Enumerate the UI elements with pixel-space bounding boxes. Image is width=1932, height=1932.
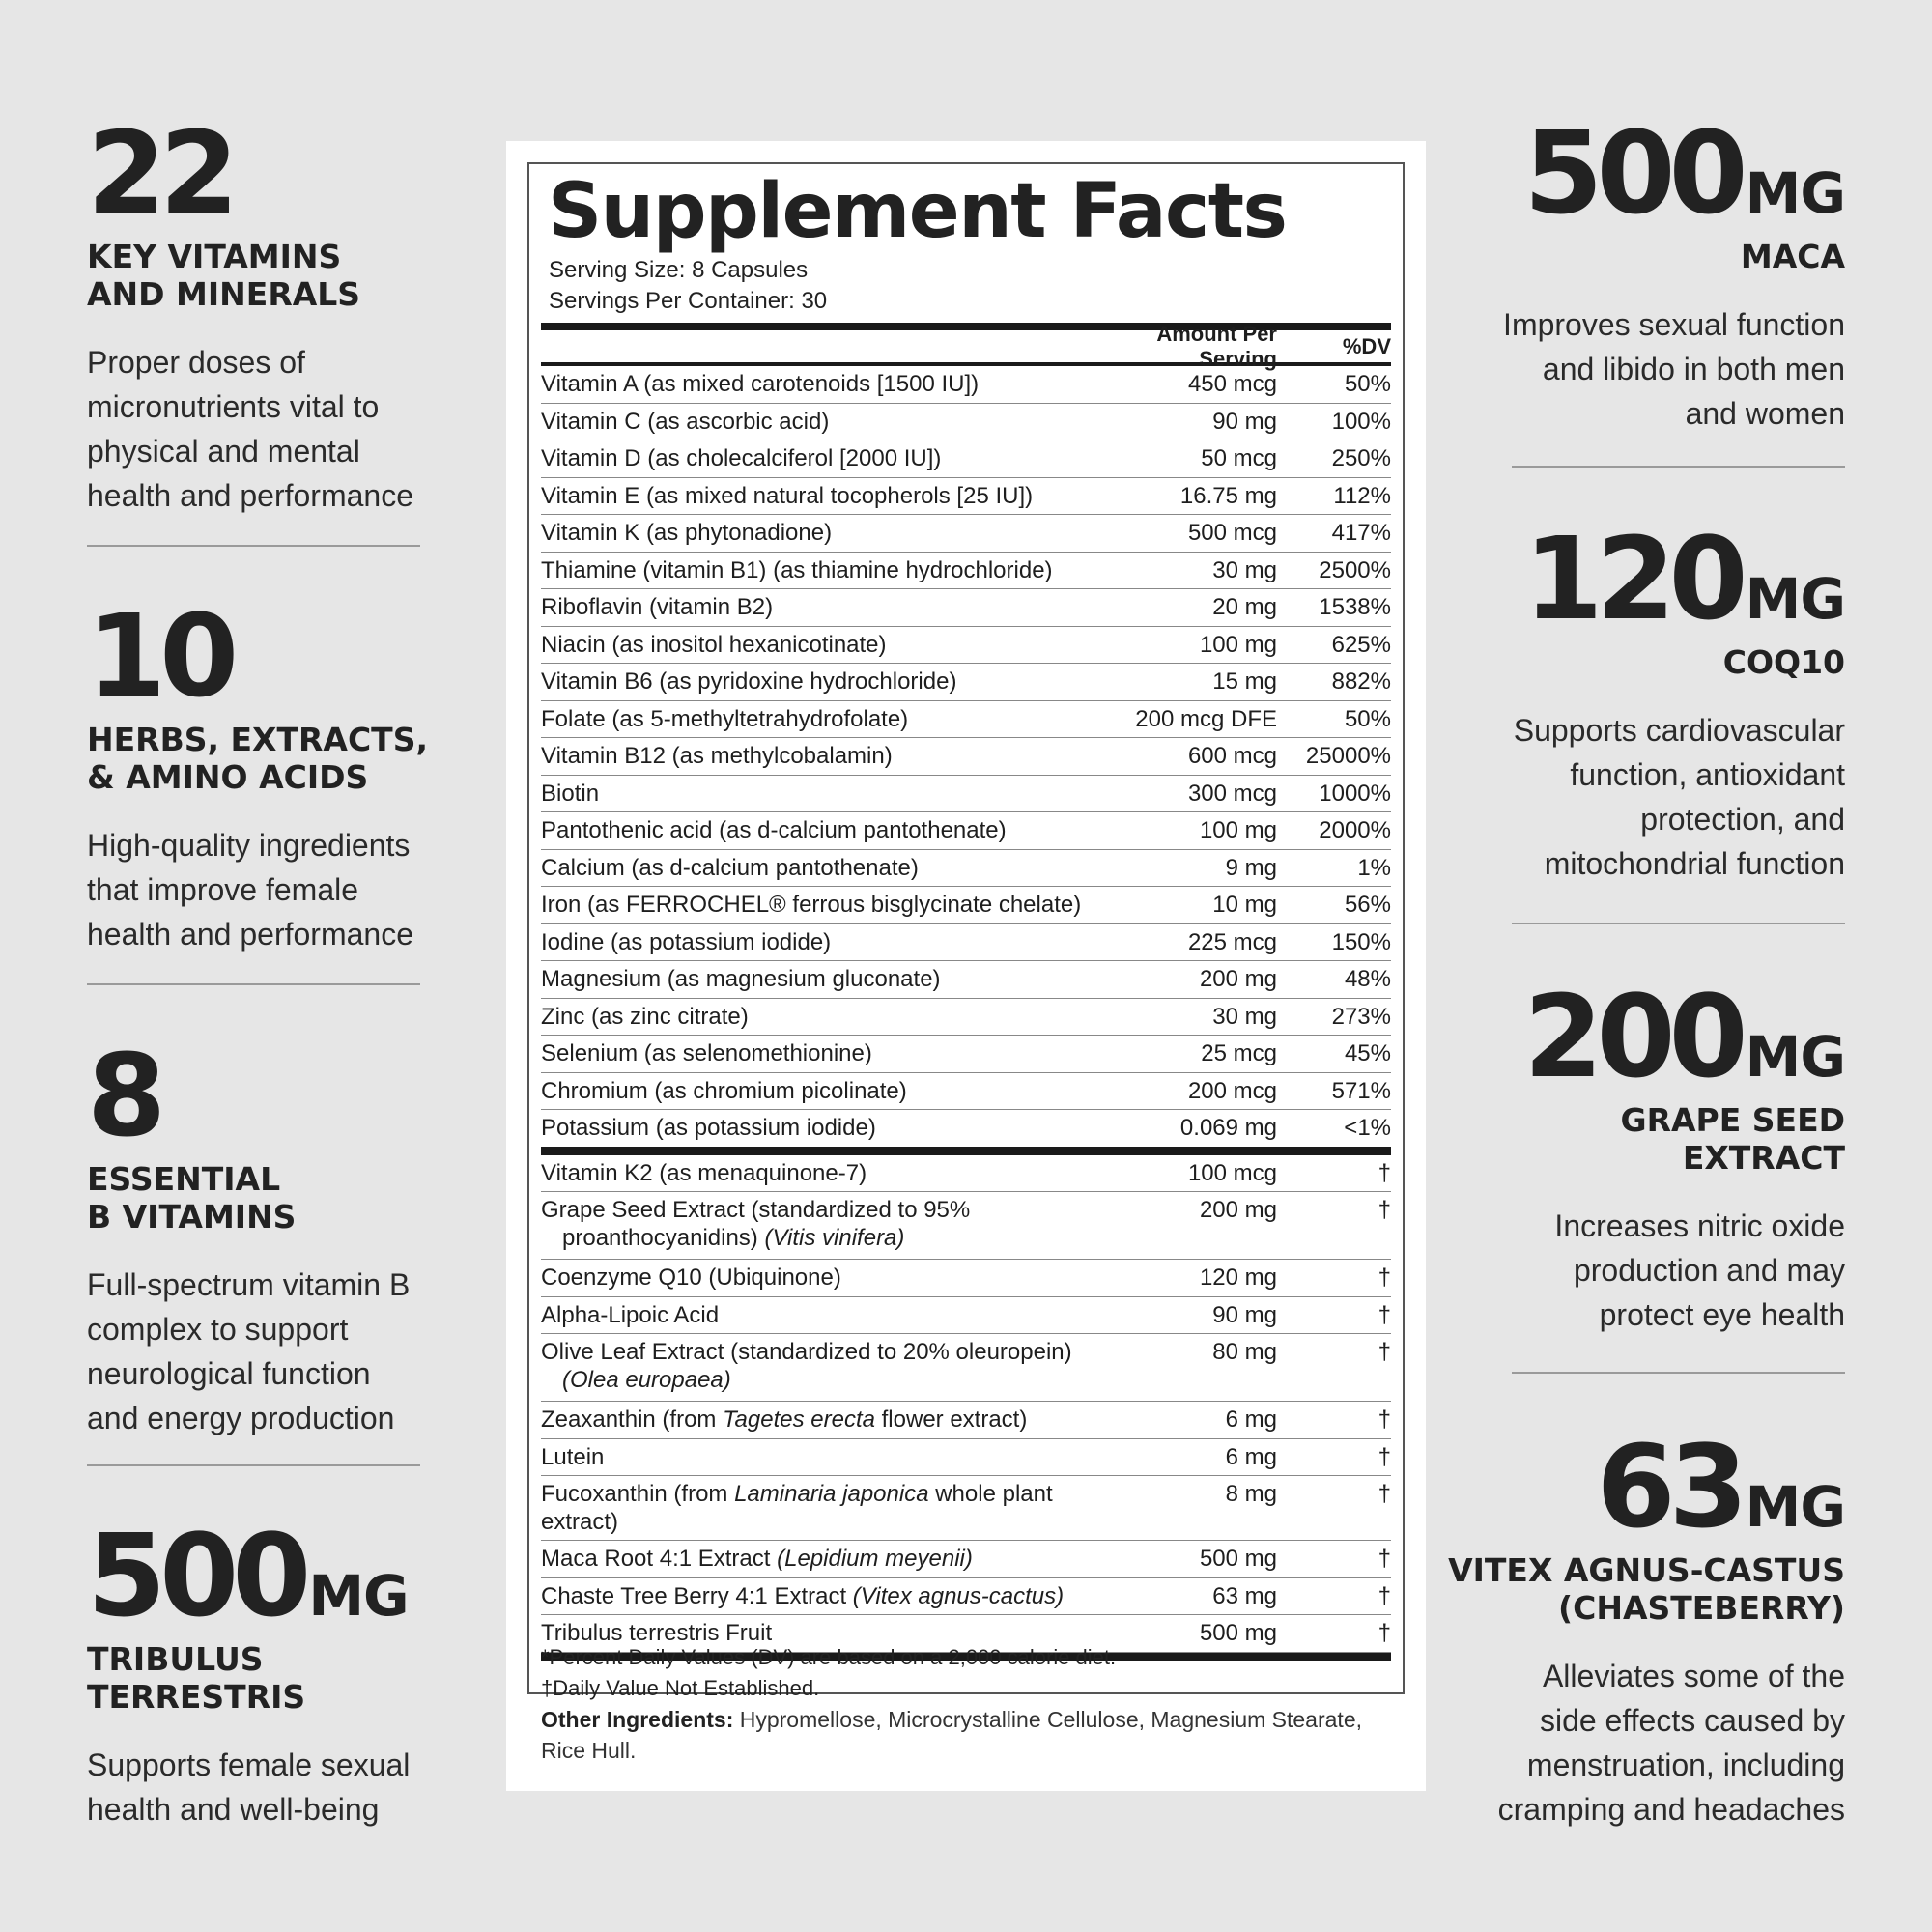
nutrient-amount: 15 mg — [1212, 668, 1277, 695]
nutrient-name: Vitamin K (as phytonadione) — [541, 520, 833, 546]
divider — [87, 983, 420, 985]
stat-caption-line: GRAPE SEED — [1620, 1101, 1845, 1139]
ingredient-dv: † — [1378, 1301, 1391, 1328]
stat-description-line: production and may — [1573, 1253, 1845, 1288]
stat-caption-line: & AMINO ACIDS — [87, 758, 369, 796]
facts-row — [541, 701, 1391, 739]
nutrient-name: Vitamin A (as mixed carotenoids [1500 IU]) — [541, 371, 980, 397]
stat-block — [1439, 970, 1845, 1337]
stat-unit: MG — [308, 1563, 409, 1629]
ingredient-dv: † — [1378, 1582, 1391, 1609]
nutrient-name: Pantothenic acid (as d-calcium pantothenate) — [541, 817, 1007, 843]
stat-description-line: health and performance — [87, 478, 413, 513]
nutrient-name: Potassium (as potassium iodide) — [541, 1115, 876, 1141]
ingredient-name — [541, 1196, 1094, 1252]
serving-size: Serving Size: 8 Capsules — [549, 257, 809, 283]
ingredient-dv: † — [1378, 1546, 1391, 1572]
facts-row — [541, 961, 1391, 999]
stat-description-line: physical and mental — [87, 434, 360, 469]
stat-description-line: Increases nitric oxide — [1554, 1208, 1845, 1243]
footnote-dv: *Percent Daily Values (DV) are based on a 2,000 calorie diet. — [541, 1645, 1117, 1669]
ingredient-name-text: Alpha-Lipoic Acid — [541, 1301, 720, 1328]
ingredient-amount: 500 mg — [1199, 1620, 1277, 1646]
stat-block — [1439, 512, 1845, 886]
facts-row — [541, 1476, 1391, 1541]
nutrient-dv: 50% — [1344, 705, 1391, 732]
stat-description-line: Alleviates some of the — [1542, 1659, 1845, 1693]
nutrient-name: Vitamin C (as ascorbic acid) — [541, 408, 830, 435]
stat-caption-line: TRIBULUS — [87, 1640, 264, 1678]
stat-caption — [1439, 238, 1845, 275]
stat-description-line: health and well-being — [87, 1792, 380, 1827]
divider — [1512, 1372, 1845, 1374]
facts-row — [541, 924, 1391, 962]
ingredient-name — [541, 1301, 1094, 1329]
ingredient-dv: † — [1378, 1197, 1391, 1223]
ingredient-name-text: Tribulus terrestris Fruit — [541, 1620, 773, 1646]
stat-description-line: Full-spectrum vitamin B — [87, 1267, 411, 1302]
facts-row — [541, 776, 1391, 813]
ingredient-amount: 100 mcg — [1187, 1159, 1277, 1186]
nutrient-name: Vitamin B6 (as pyridoxine hydrochloride) — [541, 668, 957, 695]
stat-description-line: and libido in both men — [1542, 352, 1845, 386]
supplement-facts-box — [527, 162, 1405, 1700]
stat-caption — [87, 1160, 493, 1236]
nutrient-amount: 50 mcg — [1201, 445, 1277, 471]
ingredient-name-text: Grape Seed Extract (standardized to 95% — [541, 1197, 971, 1223]
ingredient-latin-name: (Vitex agnus-cactus) — [852, 1582, 1065, 1609]
nutrient-amount: 16.75 mg — [1179, 482, 1277, 509]
nutrient-name: Magnesium (as magnesium gluconate) — [541, 966, 941, 992]
stat-number-line — [87, 1509, 493, 1642]
nutrient-name: Zinc (as zinc citrate) — [541, 1003, 749, 1030]
serving-info — [549, 255, 827, 317]
facts-row — [541, 627, 1391, 665]
facts-row — [541, 887, 1391, 924]
ingredient-latin-name: (Vitis vinifera) — [764, 1225, 905, 1251]
ingredient-name-text: flower extract) — [874, 1406, 1028, 1433]
facts-row — [541, 553, 1391, 590]
ingredient-name-text: Lutein — [541, 1443, 605, 1470]
ingredient-amount: 6 mg — [1225, 1443, 1277, 1470]
nutrient-name: Vitamin E (as mixed natural tocopherols [25 IU]) — [541, 482, 1034, 509]
nutrient-amount: 30 mg — [1212, 1003, 1277, 1030]
nutrient-dv: 1000% — [1319, 780, 1391, 807]
ingredient-name — [541, 1406, 1094, 1434]
divider — [1512, 923, 1845, 924]
stat-number: 120 — [1523, 512, 1742, 645]
stat-number: 500 — [1523, 106, 1742, 240]
facts-header-row — [541, 321, 1391, 371]
facts-row — [541, 478, 1391, 516]
facts-row — [541, 1402, 1391, 1439]
facts-row — [541, 404, 1391, 441]
nutrient-name: Selenium (as selenomethionine) — [541, 1040, 872, 1066]
stat-description-line: function, antioxidant — [1570, 757, 1845, 792]
ingredient-name — [541, 1264, 1094, 1292]
facts-row — [541, 999, 1391, 1037]
vitamin-rows — [541, 366, 1391, 1147]
other-ingredients-text: Hypromellose, Microcrystalline Cellulose, Magnesium Stearate, Rice Hull. — [541, 1707, 1362, 1763]
nutrient-dv: 112% — [1333, 482, 1391, 509]
nutrient-amount: 90 mg — [1212, 408, 1277, 435]
facts-row — [541, 1073, 1391, 1111]
stat-description-line: micronutrients vital to — [87, 389, 380, 424]
stat-caption-line: MACA — [1740, 238, 1845, 275]
stat-unit: MG — [1745, 1474, 1845, 1540]
nutrient-amount: 20 mg — [1212, 594, 1277, 620]
stat-description-line: menstruation, including — [1526, 1747, 1845, 1782]
nutrient-dv: <1% — [1344, 1115, 1391, 1141]
stat-caption-line: KEY VITAMINS — [87, 238, 342, 275]
nutrient-name: Vitamin B12 (as methylcobalamin) — [541, 743, 893, 769]
nutrient-dv: 882% — [1331, 668, 1391, 695]
nutrient-amount: 200 mcg DFE — [1135, 705, 1277, 732]
nutrient-dv: 48% — [1344, 966, 1391, 992]
stat-unit: MG — [1745, 160, 1845, 226]
botanical-rows — [541, 1155, 1391, 1653]
ingredient-second-line — [541, 1366, 1094, 1394]
nutrient-dv: 2500% — [1319, 556, 1391, 583]
stat-description-line: and women — [1685, 396, 1845, 431]
stat-number-line — [1439, 106, 1845, 240]
facts-row — [541, 1541, 1391, 1578]
stat-number: 22 — [87, 106, 233, 240]
ingredient-name-text: whole plant extract) — [541, 1481, 1053, 1535]
facts-row — [541, 515, 1391, 553]
facts-row — [541, 366, 1391, 404]
nutrient-dv: 50% — [1344, 371, 1391, 397]
ingredient-latin-name: (Olea europaea) — [562, 1367, 731, 1393]
stat-description — [87, 823, 493, 956]
ingredient-name-text: Maca Root 4:1 Extract — [541, 1546, 778, 1572]
nutrient-dv: 25000% — [1305, 743, 1391, 769]
stat-caption-line: TERRESTRIS — [87, 1678, 306, 1716]
ingredient-name-text: Zeaxanthin (from — [541, 1406, 724, 1433]
facts-row — [541, 1334, 1391, 1402]
stat-description — [87, 1743, 493, 1832]
stat-description-line: High-quality ingredients — [87, 828, 411, 863]
nutrient-amount: 10 mg — [1212, 892, 1277, 918]
nutrient-name: Chromium (as chromium picolinate) — [541, 1077, 907, 1104]
stat-number-line — [1439, 970, 1845, 1103]
ingredient-amount: 8 mg — [1225, 1481, 1277, 1507]
facts-row — [541, 850, 1391, 888]
ingredient-name-text: proanthocyanidins) — [562, 1225, 765, 1251]
facts-row — [541, 1578, 1391, 1616]
divider — [87, 545, 420, 547]
ingredient-second-line — [541, 1224, 1094, 1252]
ingredient-name-text: Chaste Tree Berry 4:1 Extract — [541, 1582, 853, 1609]
facts-row — [541, 812, 1391, 850]
nutrient-amount: 300 mcg — [1187, 780, 1277, 807]
ingredient-name — [541, 1338, 1094, 1394]
ingredient-name — [541, 1480, 1094, 1536]
nutrient-dv: 45% — [1344, 1040, 1391, 1066]
ingredient-name-text: Olive Leaf Extract (standardized to 20% oleuropein) — [541, 1339, 1072, 1365]
footnote-dagger: †Daily Value Not Established. — [541, 1676, 820, 1700]
header-amount: Amount Per Serving — [1156, 321, 1277, 371]
other-ingredients — [541, 1704, 1391, 1766]
facts-row — [541, 1155, 1391, 1193]
stat-description-line: Improves sexual function — [1503, 307, 1845, 342]
other-ingredients-label: Other Ingredients: — [541, 1707, 734, 1732]
stat-number-line — [1439, 512, 1845, 645]
ingredient-amount: 63 mg — [1212, 1582, 1277, 1609]
ingredient-name — [541, 1545, 1094, 1573]
ingredient-dv: † — [1378, 1339, 1391, 1365]
stat-caption-line: COQ10 — [1722, 643, 1845, 681]
stat-caption — [87, 1640, 493, 1716]
ingredient-amount: 500 mg — [1199, 1546, 1277, 1572]
facts-row — [541, 1439, 1391, 1477]
ingredient-name-text: Vitamin K2 (as menaquinone-7) — [541, 1159, 867, 1186]
nutrient-amount: 100 mg — [1199, 817, 1277, 843]
ingredient-latin-name: Tagetes erecta — [723, 1406, 875, 1433]
stat-caption-line: VITEX AGNUS-CASTUS — [1448, 1551, 1845, 1589]
nutrient-name: Iodine (as potassium iodide) — [541, 928, 832, 955]
ingredient-dv: † — [1378, 1159, 1391, 1186]
ingredient-latin-name: Laminaria japonica — [734, 1481, 929, 1507]
stat-description-line: complex to support — [87, 1312, 349, 1347]
ingredient-name — [541, 1443, 1094, 1471]
stat-description-line: neurological function — [87, 1356, 371, 1391]
nutrient-amount: 100 mg — [1199, 631, 1277, 658]
nutrient-dv: 250% — [1331, 445, 1391, 471]
stat-caption-line: ESSENTIAL — [87, 1160, 281, 1198]
nutrient-dv: 2000% — [1319, 817, 1391, 843]
nutrient-dv: 273% — [1331, 1003, 1391, 1030]
stat-number-line — [1439, 1420, 1845, 1553]
nutrient-amount: 200 mcg — [1187, 1077, 1277, 1104]
nutrient-dv: 150% — [1331, 928, 1391, 955]
facts-row — [541, 1260, 1391, 1297]
stat-description-line: cramping and headaches — [1497, 1792, 1845, 1827]
nutrient-name: Iron (as FERROCHEL® ferrous bisglycinate chelate) — [541, 892, 1082, 918]
stat-block — [87, 1029, 493, 1440]
stat-description-line: health and performance — [87, 917, 413, 952]
stat-description — [1439, 1654, 1845, 1832]
nutrient-amount: 25 mcg — [1201, 1040, 1277, 1066]
ingredient-latin-name: (Lepidium meyenii) — [777, 1546, 973, 1572]
stat-block — [1439, 106, 1845, 436]
stat-number: 500 — [87, 1509, 305, 1642]
stat-description — [1439, 708, 1845, 886]
stat-unit: MG — [1745, 1024, 1845, 1090]
stat-block — [87, 589, 493, 956]
ingredient-dv: † — [1378, 1481, 1391, 1507]
section-rule — [541, 1147, 1391, 1155]
nutrient-dv: 1538% — [1319, 594, 1391, 620]
facts-row — [541, 664, 1391, 701]
stat-description-line: that improve female — [87, 872, 359, 907]
stat-description — [87, 1263, 493, 1440]
nutrient-amount: 450 mcg — [1187, 371, 1277, 397]
nutrient-amount: 600 mcg — [1187, 743, 1277, 769]
stat-caption — [87, 721, 493, 796]
ingredient-dv: † — [1378, 1406, 1391, 1433]
ingredient-name — [541, 1582, 1094, 1610]
stat-caption-line: (CHASTEBERRY) — [1558, 1589, 1845, 1627]
stat-caption — [87, 238, 493, 313]
nutrient-name: Folate (as 5-methyltetrahydrofolate) — [541, 705, 909, 732]
stat-caption-line: EXTRACT — [1682, 1139, 1845, 1177]
ingredient-dv: † — [1378, 1264, 1391, 1291]
facts-row — [541, 1036, 1391, 1073]
nutrient-amount: 200 mg — [1199, 966, 1277, 992]
nutrient-name: Vitamin D (as cholecalciferol [2000 IU]) — [541, 445, 942, 471]
nutrient-name: Thiamine (vitamin B1) (as thiamine hydrochloride) — [541, 556, 1053, 583]
facts-row — [541, 1192, 1391, 1260]
ingredient-dv: † — [1378, 1443, 1391, 1470]
stat-description-line: mitochondrial function — [1544, 846, 1845, 881]
stat-description-line: and energy production — [87, 1401, 395, 1435]
stat-caption-line: HERBS, EXTRACTS, — [87, 721, 428, 758]
ingredient-dv: † — [1378, 1620, 1391, 1646]
nutrient-dv: 625% — [1331, 631, 1391, 658]
stat-number: 10 — [87, 589, 233, 723]
nutrient-dv: 571% — [1331, 1077, 1391, 1104]
facts-row — [541, 1297, 1391, 1335]
stat-caption — [1439, 1101, 1845, 1177]
facts-table — [541, 323, 1391, 1661]
nutrient-amount: 500 mcg — [1187, 520, 1277, 546]
divider — [87, 1464, 420, 1466]
supplement-facts-title: Supplement Facts — [548, 168, 1287, 255]
stat-block — [1439, 1420, 1845, 1832]
nutrient-amount: 9 mg — [1225, 854, 1277, 881]
ingredient-amount: 90 mg — [1212, 1301, 1277, 1328]
supplement-facts-panel — [506, 141, 1426, 1791]
stat-description-line: Supports female sexual — [87, 1747, 411, 1782]
ingredient-amount: 200 mg — [1199, 1197, 1277, 1223]
nutrient-amount: 225 mcg — [1187, 928, 1277, 955]
stat-description-line: Supports cardiovascular — [1513, 713, 1845, 748]
stat-block — [87, 106, 493, 518]
stat-description-line: protection, and — [1640, 802, 1845, 837]
nutrient-dv: 417% — [1331, 520, 1391, 546]
stat-description — [1439, 302, 1845, 436]
footnotes — [541, 1642, 1116, 1704]
ingredient-name-text: Fucoxanthin (from — [541, 1481, 735, 1507]
stat-caption — [1439, 643, 1845, 681]
ingredient-amount: 6 mg — [1225, 1406, 1277, 1433]
nutrient-name: Riboflavin (vitamin B2) — [541, 594, 774, 620]
facts-row — [541, 1110, 1391, 1147]
stat-unit: MG — [1745, 566, 1845, 632]
stat-description — [87, 340, 493, 518]
stat-description-line: protect eye health — [1599, 1297, 1845, 1332]
stat-number: 8 — [87, 1029, 160, 1162]
header-dv: %DV — [1342, 333, 1391, 358]
ingredient-name — [541, 1159, 1094, 1187]
stat-description-line: Proper doses of — [87, 345, 305, 380]
nutrient-name: Biotin — [541, 780, 600, 807]
stat-caption-line: B VITAMINS — [87, 1198, 297, 1236]
facts-row — [541, 738, 1391, 776]
stat-caption — [1439, 1551, 1845, 1627]
stat-description — [1439, 1204, 1845, 1337]
divider — [1512, 466, 1845, 468]
nutrient-dv: 1% — [1357, 854, 1391, 881]
facts-row — [541, 589, 1391, 627]
nutrient-amount: 0.069 mg — [1179, 1115, 1277, 1141]
ingredient-amount: 120 mg — [1199, 1264, 1277, 1291]
stat-caption-line: AND MINERALS — [87, 275, 361, 313]
ingredient-name-text: Coenzyme Q10 (Ubiquinone) — [541, 1264, 841, 1291]
stat-block — [87, 1509, 493, 1832]
stat-number: 200 — [1523, 970, 1742, 1103]
stat-number-line — [87, 589, 493, 723]
stat-number-line — [87, 106, 493, 240]
stat-number: 63 — [1596, 1420, 1742, 1553]
nutrient-name: Calcium (as d-calcium pantothenate) — [541, 854, 919, 881]
stat-number-line — [87, 1029, 493, 1162]
nutrient-dv: 56% — [1344, 892, 1391, 918]
servings-per-container: Servings Per Container: 30 — [549, 288, 828, 314]
nutrient-amount: 30 mg — [1212, 556, 1277, 583]
facts-row — [541, 440, 1391, 478]
nutrient-name: Niacin (as inositol hexanicotinate) — [541, 631, 887, 658]
ingredient-amount: 80 mg — [1212, 1339, 1277, 1365]
stat-description-line: side effects caused by — [1539, 1703, 1845, 1738]
nutrient-dv: 100% — [1331, 408, 1391, 435]
